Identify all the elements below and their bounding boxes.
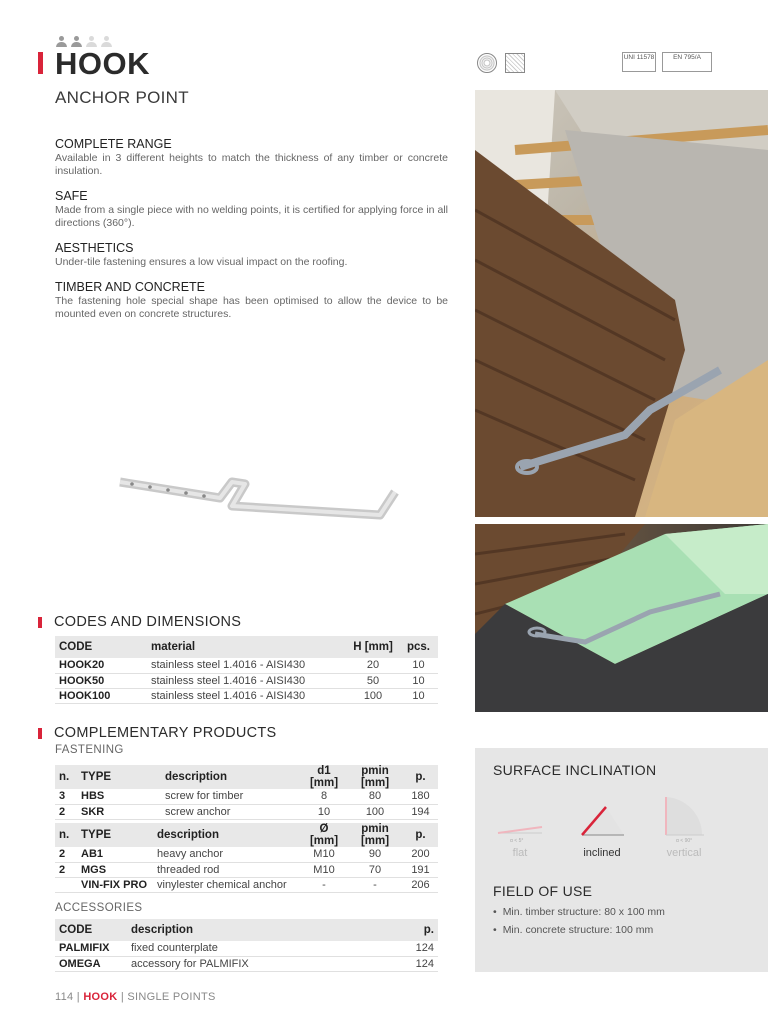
inclination-label: flat [512,847,528,859]
cell-material: stainless steel 1.4016 - AISI430 [147,673,347,688]
col-header: CODE [55,636,147,658]
page-footer [55,991,216,1003]
cell-code: PALMIFIX [55,941,127,956]
cell-height: 20 [347,658,399,673]
cell-description: heavy anchor [153,847,301,862]
inclination-label: vertical [666,847,702,859]
table-row [55,658,438,673]
codes-section-header [38,614,241,630]
field-of-use-list [493,906,665,942]
table-row [55,847,438,862]
table-row [55,673,438,688]
cell-diameter: M10 [301,862,347,877]
feature-text: The fastening hole special shape has been optimised to allow the device to be mounted even on concrete structures. [55,295,448,320]
cell-description: accessory for PALMIFIX [127,956,397,971]
table-row [55,804,438,819]
cell-type: MGS [77,862,153,877]
cell-page: 194 [403,804,438,819]
cell-diameter: M10 [301,847,347,862]
inclination-caption: α < 5° [510,838,524,844]
col-header: p. [403,823,438,847]
inclination-flat [480,795,560,859]
col-header: n. [55,823,77,847]
concrete-installation-photo [475,524,768,712]
table-row [55,956,438,971]
list-item: • Min. timber structure: 80 x 100 mm [493,906,665,918]
cell-pmin: 90 [347,847,403,862]
feature-list [55,137,448,332]
cell-n: 2 [55,847,77,862]
col-header: d1 [mm] [301,765,347,789]
cell-d1: 10 [301,804,347,819]
fastening-table-2 [55,823,438,893]
feature-title: TIMBER AND CONCRETE [55,280,206,294]
title-accent-bar [38,52,43,74]
feature-title: COMPLETE RANGE [55,137,172,151]
cell-pmin: 100 [347,804,403,819]
concrete-material-icon [505,53,525,73]
cell-material: stainless steel 1.4016 - AISI430 [147,688,347,703]
cell-n: 2 [55,804,77,819]
section-accent-mark [38,728,42,739]
accessories-table [55,919,438,972]
table-row [55,789,438,804]
col-header: CODE [55,919,127,941]
table-header-row [55,919,438,941]
table-row [55,877,438,892]
table-row [55,941,438,956]
table-header-row [55,765,438,789]
cell-type: VIN-FIX PRO [77,877,153,892]
cert-icons [477,53,525,73]
table-header-row [55,823,438,847]
section-title: COMPLEMENTARY PRODUCTS [54,725,277,741]
hook-product-image [110,470,400,540]
codes-table [55,636,438,704]
footer-product: HOOK [83,991,118,1003]
inclined-roof-icon [562,795,642,845]
cell-type: SKR [77,804,161,819]
feature-item [55,189,448,230]
cell-material: stainless steel 1.4016 - AISI430 [147,658,347,673]
feature-item [55,137,448,178]
timber-material-icon [477,53,497,73]
cell-page: 124 [397,956,438,971]
feature-title: SAFE [55,189,88,203]
feature-item [55,280,448,321]
cell-pcs: 10 [399,658,438,673]
standards-badges [622,52,712,72]
cell-pcs: 10 [399,688,438,703]
feature-text: Made from a single piece with no welding points, it is certified for applying force in all directions (360°). [55,204,448,229]
col-header: Ø [mm] [301,823,347,847]
inclination-title: SURFACE INCLINATION [493,762,657,778]
col-header: n. [55,765,77,789]
flat-roof-icon [480,795,560,845]
cell-code: HOOK20 [55,658,147,673]
col-header: p. [403,765,438,789]
cell-page: 200 [403,847,438,862]
col-header: TYPE [77,823,153,847]
col-header: TYPE [77,765,161,789]
cell-code: HOOK100 [55,688,147,703]
section-accent-mark [38,617,42,628]
roof-installation-photo [475,90,768,517]
table-row [55,688,438,703]
cell-page: 191 [403,862,438,877]
cell-n [55,877,77,892]
page-title: HOOK [55,46,150,81]
cell-description: screw for timber [161,789,301,804]
col-header: p. [397,919,438,941]
inclination-inclined [562,795,642,859]
footer-section: SINGLE POINTS [127,991,216,1003]
cell-page: 206 [403,877,438,892]
cell-type: HBS [77,789,161,804]
inclination-label: inclined [583,847,621,859]
list-item: • Min. concrete structure: 100 mm [493,924,665,936]
feature-item [55,241,448,269]
cell-type: AB1 [77,847,153,862]
cell-pmin: - [347,877,403,892]
cell-diameter: - [301,877,347,892]
col-header: pmin [mm] [347,765,403,789]
feature-title: AESTHETICS [55,241,134,255]
cell-description: vinylester chemical anchor [153,877,301,892]
field-of-use-title: FIELD OF USE [493,883,593,899]
standard-badge: EN 795/A [662,52,712,72]
cell-height: 50 [347,673,399,688]
col-header: material [147,636,347,658]
col-header: description [161,765,301,789]
accessories-label: ACCESSORIES [55,902,143,914]
complementary-section-header [38,725,277,741]
page-number: 114 [55,991,74,1003]
cell-n: 3 [55,789,77,804]
inclination-vertical [644,795,724,859]
footer-separator: | [120,991,128,1003]
feature-text: Under-tile fastening ensures a low visual impact on the roofing. [55,256,348,268]
footer-separator: | [76,991,84,1003]
standard-badge: UNI 11578 [622,52,656,72]
vertical-wall-icon [644,795,724,845]
cell-d1: 8 [301,789,347,804]
cell-description: fixed counterplate [127,941,397,956]
col-header: pcs. [399,636,438,658]
inclination-caption: α < 90° [676,838,693,844]
cell-page: 180 [403,789,438,804]
feature-text: Available in 3 different heights to match the thickness of any timber or concrete insulation. [55,152,448,177]
table-header-row [55,636,438,658]
cell-pmin: 70 [347,862,403,877]
cell-pmin: 80 [347,789,403,804]
cell-pcs: 10 [399,673,438,688]
col-header: description [153,823,301,847]
cell-description: screw anchor [161,804,301,819]
col-header: H [mm] [347,636,399,658]
cell-code: HOOK50 [55,673,147,688]
col-header: description [127,919,397,941]
table-row [55,862,438,877]
page-subtitle: ANCHOR POINT [55,88,189,107]
cell-page: 124 [397,941,438,956]
fastening-label: FASTENING [55,744,124,756]
cell-description: threaded rod [153,862,301,877]
fastening-table-1 [55,765,438,820]
cell-code: OMEGA [55,956,127,971]
cell-n: 2 [55,862,77,877]
cell-height: 100 [347,688,399,703]
col-header: pmin [mm] [347,823,403,847]
section-title: CODES AND DIMENSIONS [54,614,242,630]
